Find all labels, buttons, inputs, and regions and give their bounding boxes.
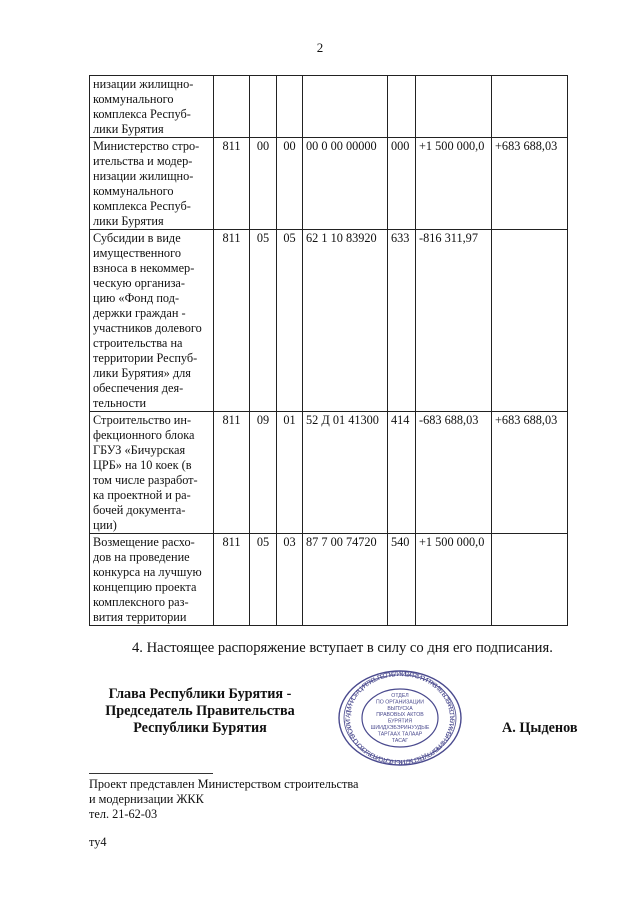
table-row	[90, 138, 568, 230]
seal-center-line: ПО ОРГАНИЗАЦИИ	[376, 699, 424, 706]
amount-change-2-cell: +683 688,03	[492, 412, 568, 534]
item-name-cell: Субсидии в виде имущественного взноса в некоммер- ческую организа- цию «Фонд под- держки граждан - участников долевого строительства на территории Респуб- лики Бурятия» для обеспечения дея- тельности	[90, 230, 214, 412]
seal-center-line: ОТДЕЛ	[391, 693, 409, 699]
subsection-code-cell: 01	[277, 412, 303, 534]
amount-change-cell: -683 688,03	[416, 412, 492, 534]
item-name-cell: Министерство стро- ительства и модер- низации жилищно- коммунального комплекса Респуб- лики Бурятия	[90, 138, 214, 230]
footnote-block	[89, 777, 358, 822]
seal-ring-text: АДМИНИСТРАЦИЯ ГЛАВЫ РЕСПУБЛИКИ БУРЯТИЯ И ПРАВИТЕЛЬСТВА РЕСПУБЛИКИ БУРЯТИЯ • БУРЯАД РЕСПУБЛИКЫН ТОЛГОЙЛОГШО БОЛОН ЗАСАГАЙ Г	[344, 670, 456, 766]
seal-center-line: ВЫПУСКА	[387, 705, 413, 712]
item-name-cell: Строительство ин- фекционного блока ГБУЗ «Бичурская ЦРБ» на 10 коек (в том числе разработ- ка проектной и ра- бочей документа- ции)	[90, 412, 214, 534]
target-article-cell	[303, 76, 388, 138]
signatory-title-line: Республики Бурятия	[133, 720, 267, 736]
footnote-line: Проект представлен Министерством строительства	[89, 777, 359, 791]
table-row	[90, 76, 568, 138]
footnote-line: и модернизации ЖКК	[89, 792, 204, 806]
subsection-code-cell: 05	[277, 230, 303, 412]
seal-center-text	[371, 693, 430, 744]
signatory-title-line: Председатель Правительства	[105, 703, 295, 719]
page-number: 2	[316, 40, 324, 55]
grbs-code-cell	[214, 76, 250, 138]
expense-type-cell	[388, 76, 416, 138]
target-article-cell: 00 0 00 00000	[303, 138, 388, 230]
target-article-cell: 62 1 10 83920	[303, 230, 388, 412]
subsection-code-cell: 00	[277, 138, 303, 230]
grbs-code-cell: 811	[214, 412, 250, 534]
table-row	[90, 230, 568, 412]
seal-center-line: ПРАВОВЫХ АКТОВ	[376, 712, 424, 719]
expense-type-cell: 540	[388, 534, 416, 626]
section-code-cell	[250, 76, 277, 138]
expense-type-cell: 633	[388, 230, 416, 412]
amount-change-2-cell	[492, 76, 568, 138]
amount-change-cell	[416, 76, 492, 138]
expense-type-cell: 000	[388, 138, 416, 230]
seal-center-line: БУРЯТИЯ	[387, 718, 413, 725]
table-row	[90, 534, 568, 626]
seal-center-line: ТАРГААХ ТАЛААР	[377, 731, 423, 738]
amount-change-cell: -816 311,97	[416, 230, 492, 412]
signatory-title	[90, 686, 310, 737]
signatory-title-line: Глава Республики Бурятия -	[108, 686, 292, 702]
executor-code: ту4	[89, 835, 107, 849]
footnote-divider	[89, 773, 213, 774]
official-seal	[336, 668, 464, 768]
grbs-code-cell: 811	[214, 138, 250, 230]
budget-changes-table	[89, 75, 568, 626]
item-name-cell: низации жилищно- коммунального комплекса Респуб- лики Бурятия	[90, 76, 214, 138]
grbs-code-cell: 811	[214, 534, 250, 626]
grbs-code-cell: 811	[214, 230, 250, 412]
target-article-cell: 87 7 00 74720	[303, 534, 388, 626]
amount-change-cell: +1 500 000,0	[416, 138, 492, 230]
seal-center-line: ШИИДХЭБЭРИНУУДЫЕ	[370, 725, 430, 731]
section-code-cell: 00	[250, 138, 277, 230]
expense-type-cell: 414	[388, 412, 416, 534]
subsection-code-cell: 03	[277, 534, 303, 626]
effective-date-clause: 4. Настоящее распоряжение вступает в силу со дня его подписания.	[132, 640, 553, 656]
section-code-cell: 05	[250, 230, 277, 412]
section-code-cell: 05	[250, 534, 277, 626]
section-code-cell: 09	[250, 412, 277, 534]
table-row	[90, 412, 568, 534]
signatory-name: А. Цыденов	[502, 720, 578, 736]
amount-change-cell: +1 500 000,0	[416, 534, 492, 626]
item-name-cell: Возмещение расхо- дов на проведение конкурса на лучшую концепцию проекта комплексного раз- вития территории	[90, 534, 214, 626]
footnote-line: тел. 21-62-03	[89, 807, 158, 821]
seal-graphic	[336, 668, 464, 768]
amount-change-2-cell	[492, 230, 568, 412]
amount-change-2-cell: +683 688,03	[492, 138, 568, 230]
subsection-code-cell	[277, 76, 303, 138]
seal-center-line: ТАСАГ	[391, 737, 409, 744]
target-article-cell: 52 Д 01 41300	[303, 412, 388, 534]
amount-change-2-cell	[492, 534, 568, 626]
